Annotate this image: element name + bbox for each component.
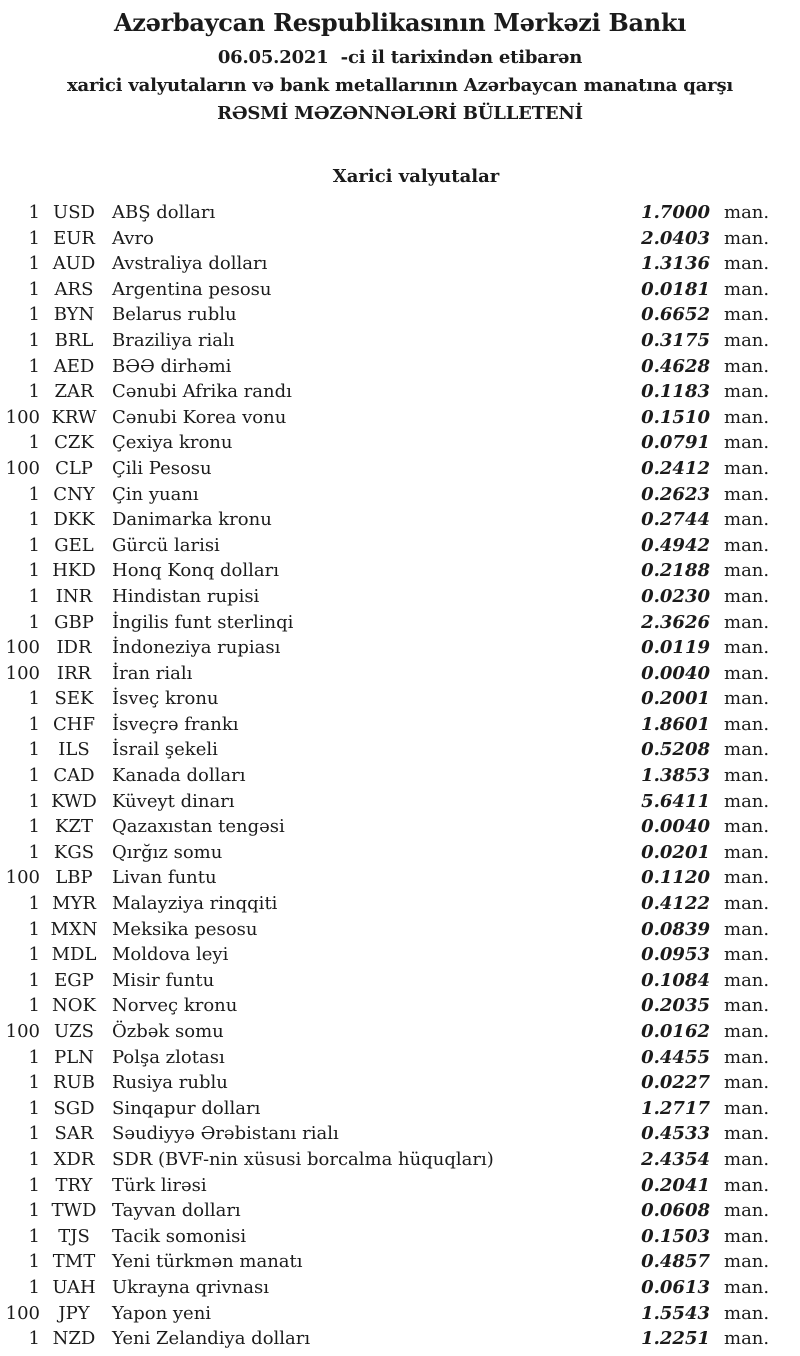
currency-quantity: 1: [28, 278, 40, 300]
currency-unit: man.: [724, 457, 770, 479]
currency-code: TWD: [51, 1200, 97, 1222]
currency-code: CAD: [53, 765, 95, 787]
currency-rate: 2.0403: [641, 227, 710, 249]
currency-unit: man.: [724, 1123, 770, 1145]
currency-rate: 1.7000: [641, 202, 710, 223]
currency-row: [0, 917, 800, 943]
currency-name: BƏƏ dirhəmi: [112, 355, 232, 377]
effective-date-line: 06.05.2021 -ci il tarixindən etibarən: [217, 47, 583, 68]
currency-unit: man.: [724, 816, 770, 838]
currency-row: [0, 865, 800, 891]
currency-rate: 0.4942: [641, 534, 710, 556]
currency-name: Avro: [112, 227, 154, 249]
currency-row: [0, 354, 800, 380]
currency-quantity: 1: [28, 841, 40, 863]
currency-unit: man.: [724, 1174, 770, 1196]
bulletin-subheader: [0, 44, 800, 128]
currency-name: İngilis funt sterlinqi: [112, 611, 294, 633]
currency-row: [0, 533, 800, 559]
currency-name: ABŞ dolları: [112, 202, 216, 223]
currency-row: [0, 686, 800, 712]
currency-quantity: 1: [28, 1276, 40, 1298]
currency-row: [0, 1275, 800, 1301]
currency-code: CLP: [55, 457, 93, 479]
currency-code: TMT: [52, 1251, 96, 1273]
currency-unit: man.: [724, 278, 770, 300]
currency-rate: 0.0608: [641, 1200, 710, 1222]
currency-quantity: 1: [28, 739, 40, 761]
currency-unit: man.: [724, 560, 770, 582]
currency-name: İran rialı: [112, 662, 193, 684]
currency-rate: 0.0613: [641, 1276, 710, 1298]
bulletin-header: [0, 8, 800, 128]
currency-row: [0, 1173, 800, 1199]
currency-code: DKK: [53, 509, 95, 531]
currency-name: Yeni türkmən manatı: [112, 1251, 303, 1273]
currency-quantity: 100: [5, 662, 40, 684]
currency-quantity: 1: [28, 1148, 40, 1170]
currency-name: SDR (BVF-nin xüsusi borcalma hüquqları): [112, 1148, 494, 1170]
currency-row: [0, 789, 800, 815]
currency-unit: man.: [724, 509, 770, 531]
currency-unit: man.: [724, 1302, 770, 1324]
currency-row: [0, 1019, 800, 1045]
currency-code: UZS: [53, 1021, 94, 1042]
currency-name: Çili Pesosu: [112, 457, 212, 479]
currency-code: GBP: [54, 611, 94, 633]
currency-quantity: 100: [5, 867, 40, 889]
currency-rate-table: [0, 200, 800, 1352]
currency-quantity: 1: [28, 432, 40, 454]
currency-code: ILS: [58, 739, 90, 761]
currency-name: Avstraliya dolları: [112, 253, 268, 275]
currency-quantity: 1: [28, 329, 40, 351]
currency-unit: man.: [724, 329, 770, 351]
currency-unit: man.: [724, 688, 770, 710]
currency-rate: 0.0791: [641, 432, 710, 454]
currency-quantity: 1: [28, 534, 40, 556]
currency-name: İndoneziya rupiası: [112, 637, 281, 659]
currency-name: Türk lirəsi: [112, 1174, 207, 1196]
currency-quantity: 1: [28, 509, 40, 531]
currency-unit: man.: [724, 1046, 770, 1068]
currency-unit: man.: [724, 841, 770, 863]
currency-unit: man.: [724, 534, 770, 556]
currency-name: İsveçrə frankı: [112, 713, 239, 735]
currency-unit: man.: [724, 227, 770, 249]
currency-rate: 0.4533: [641, 1123, 710, 1145]
bank-title: Azərbaycan Respublikasının Mərkəzi Bankı: [113, 8, 687, 37]
currency-quantity: 1: [28, 611, 40, 633]
currency-quantity: 1: [28, 893, 40, 915]
currency-rate: 0.0201: [641, 841, 710, 863]
currency-name: Meksika pesosu: [112, 918, 258, 940]
currency-rate: 0.1183: [641, 381, 710, 403]
currency-code: EUR: [53, 227, 95, 249]
currency-unit: man.: [724, 662, 770, 684]
currency-quantity: 1: [28, 969, 40, 991]
currency-rate: 1.3853: [641, 765, 710, 787]
currency-unit: man.: [724, 432, 770, 454]
currency-name: Kanada dolları: [112, 765, 246, 787]
currency-rate: 2.3626: [641, 611, 710, 633]
currency-quantity: 1: [28, 995, 40, 1017]
currency-code: USD: [53, 202, 95, 223]
currency-rate: 0.0040: [641, 662, 710, 684]
currency-rate: 0.4628: [641, 355, 710, 377]
section-title-foreign-currencies: Xarici valyutalar: [332, 166, 500, 187]
currency-name: Moldova leyi: [112, 944, 229, 966]
currency-unit: man.: [724, 611, 770, 633]
currency-name: Cənubi Korea vonu: [112, 406, 287, 428]
currency-row: [0, 584, 800, 610]
currency-rate: 1.2717: [641, 1097, 710, 1119]
bulletin-title-line: RƏSMİ MƏZƏNNƏLƏRİ BÜLLETENİ: [217, 103, 583, 124]
currency-quantity: 1: [28, 304, 40, 326]
currency-quantity: 1: [28, 1328, 40, 1350]
currency-code: SEK: [54, 688, 94, 710]
currency-code: IDR: [56, 637, 92, 659]
currency-rate: 0.2035: [641, 995, 710, 1017]
currency-rate: 0.2001: [641, 688, 710, 710]
currency-row: [0, 277, 800, 303]
currency-rate: 2.4354: [641, 1148, 710, 1170]
currency-code: MXN: [50, 918, 98, 940]
currency-code: HKD: [52, 560, 96, 582]
currency-quantity: 100: [5, 1021, 40, 1042]
currency-rate: 0.2188: [641, 560, 710, 582]
currency-name: İsveç kronu: [112, 688, 219, 710]
subject-line: xarici valyutaların və bank metallarının Azərbaycan manatına qarşı: [66, 75, 734, 96]
currency-quantity: 1: [28, 1097, 40, 1119]
currency-row: [0, 1301, 800, 1327]
currency-row: [0, 814, 800, 840]
currency-code: CZK: [54, 432, 94, 454]
currency-name: Malayziya rinqqiti: [112, 893, 278, 915]
currency-code: ARS: [54, 278, 94, 300]
currency-unit: man.: [724, 483, 770, 505]
currency-name: Ukrayna qrivnası: [112, 1276, 269, 1298]
currency-rate: 1.8601: [641, 713, 710, 735]
currency-name: Belarus rublu: [112, 304, 237, 326]
currency-unit: man.: [724, 406, 770, 428]
currency-name: Argentina pesosu: [112, 278, 272, 300]
currency-name: Braziliya rialı: [112, 329, 235, 351]
currency-row: [0, 1070, 800, 1096]
currency-unit: man.: [724, 202, 770, 223]
currency-code: NZD: [52, 1328, 96, 1350]
currency-quantity: 1: [28, 253, 40, 275]
currency-quantity: 1: [28, 1225, 40, 1247]
currency-name: Gürcü larisi: [112, 534, 220, 556]
currency-rate: 0.5208: [641, 739, 710, 761]
currency-row: [0, 891, 800, 917]
currency-quantity: 1: [28, 1072, 40, 1094]
currency-name: Yeni Zelandiya dolları: [112, 1328, 311, 1350]
currency-code: CNY: [53, 483, 95, 505]
currency-rate: 0.4857: [641, 1251, 710, 1273]
currency-unit: man.: [724, 381, 770, 403]
currency-code: XDR: [53, 1148, 95, 1170]
currency-quantity: 1: [28, 585, 40, 607]
currency-name: Norveç kronu: [112, 995, 238, 1017]
currency-code: RUB: [53, 1072, 95, 1094]
currency-quantity: 100: [5, 457, 40, 479]
currency-row: [0, 1249, 800, 1275]
currency-rate: 0.0953: [641, 944, 710, 966]
currency-quantity: 1: [28, 765, 40, 787]
currency-unit: man.: [724, 253, 770, 275]
currency-quantity: 1: [28, 1200, 40, 1222]
currency-unit: man.: [724, 1276, 770, 1298]
currency-rate: 0.2412: [641, 457, 710, 479]
currency-row: [0, 993, 800, 1019]
currency-row: [0, 328, 800, 354]
currency-name: Tacik somonisi: [112, 1225, 247, 1247]
currency-name: Cənubi Afrika randı: [112, 381, 292, 403]
currency-code: TJS: [58, 1225, 90, 1247]
currency-unit: man.: [724, 739, 770, 761]
currency-unit: man.: [724, 1097, 770, 1119]
currency-code: KWD: [51, 790, 97, 812]
currency-unit: man.: [724, 1072, 770, 1094]
currency-quantity: 100: [5, 1302, 40, 1324]
currency-row: [0, 968, 800, 994]
currency-code: PLN: [54, 1046, 94, 1068]
currency-code: TRY: [55, 1174, 93, 1196]
currency-name: Sinqapur dolları: [112, 1097, 261, 1119]
currency-rate: 0.1510: [641, 406, 710, 428]
currency-code: EGP: [54, 969, 94, 991]
currency-row: [0, 1096, 800, 1122]
currency-unit: man.: [724, 355, 770, 377]
currency-row: [0, 1198, 800, 1224]
currency-rate: 0.1120: [641, 867, 710, 889]
currency-row: [0, 763, 800, 789]
currency-code: GEL: [54, 534, 94, 556]
currency-name: İsrail şekeli: [112, 739, 218, 761]
currency-quantity: 1: [28, 227, 40, 249]
currency-quantity: 100: [5, 406, 40, 428]
currency-row: [0, 302, 800, 328]
currency-name: Polşa zlotası: [112, 1046, 225, 1068]
currency-quantity: 1: [28, 944, 40, 966]
currency-row: [0, 456, 800, 482]
currency-quantity: 1: [28, 1174, 40, 1196]
currency-unit: man.: [724, 585, 770, 607]
currency-quantity: 1: [28, 816, 40, 838]
currency-quantity: 1: [28, 1046, 40, 1068]
currency-row: [0, 737, 800, 763]
currency-unit: man.: [724, 713, 770, 735]
currency-name: Çexiya kronu: [112, 432, 233, 454]
currency-code: CHF: [53, 713, 95, 735]
currency-code: SGD: [53, 1097, 95, 1119]
currency-code: INR: [55, 585, 93, 607]
currency-unit: man.: [724, 918, 770, 940]
currency-name: Misir funtu: [112, 969, 215, 991]
currency-unit: man.: [724, 304, 770, 326]
currency-code: UAH: [52, 1276, 96, 1298]
currency-code: ZAR: [54, 381, 94, 403]
currency-rate: 0.0227: [641, 1072, 710, 1094]
currency-row: [0, 405, 800, 431]
currency-rate: 1.3136: [641, 253, 710, 275]
bulletin-page: [0, 8, 800, 1356]
currency-quantity: 1: [28, 1251, 40, 1273]
currency-unit: man.: [724, 893, 770, 915]
currency-unit: man.: [724, 1251, 770, 1273]
currency-unit: man.: [724, 637, 770, 659]
currency-row: [0, 1121, 800, 1147]
currency-unit: man.: [724, 1200, 770, 1222]
currency-quantity: 1: [28, 918, 40, 940]
currency-quantity: 1: [28, 355, 40, 377]
currency-row: [0, 635, 800, 661]
currency-rate: 1.2251: [641, 1328, 710, 1350]
currency-quantity: 100: [5, 637, 40, 659]
currency-name: Qırğız somu: [112, 841, 223, 863]
currency-row: [0, 840, 800, 866]
currency-unit: man.: [724, 944, 770, 966]
currency-unit: man.: [724, 1021, 770, 1042]
currency-row: [0, 507, 800, 533]
currency-code: SAR: [54, 1123, 94, 1145]
currency-rate: 0.0230: [641, 585, 710, 607]
currency-rate: 0.2623: [641, 483, 710, 505]
currency-unit: man.: [724, 1148, 770, 1170]
currency-row: [0, 251, 800, 277]
currency-rate: 0.1503: [641, 1225, 710, 1247]
currency-unit: man.: [724, 1328, 770, 1350]
currency-code: MDL: [51, 944, 97, 966]
currency-row: [0, 482, 800, 508]
currency-name: Qazaxıstan tengəsi: [112, 816, 285, 838]
currency-row: [0, 661, 800, 687]
currency-name: Livan funtu: [112, 867, 217, 889]
currency-quantity: 1: [28, 202, 40, 223]
currency-code: KZT: [55, 816, 93, 838]
currency-rate: 0.0162: [641, 1021, 710, 1042]
currency-row: [0, 558, 800, 584]
currency-unit: man.: [724, 995, 770, 1017]
currency-unit: man.: [724, 969, 770, 991]
currency-rate: 0.0040: [641, 816, 710, 838]
currency-name: Hindistan rupisi: [112, 585, 260, 607]
currency-name: Özbək somu: [112, 1021, 224, 1042]
currency-name: Səudiyyə Ərəbistanı rialı: [112, 1123, 339, 1145]
currency-row: [0, 942, 800, 968]
currency-row: [0, 226, 800, 252]
currency-code: BYN: [53, 304, 95, 326]
currency-rate: 5.6411: [641, 790, 710, 812]
currency-row: [0, 610, 800, 636]
currency-rate: 1.5543: [641, 1302, 710, 1324]
currency-rate: 0.0119: [641, 637, 710, 659]
currency-quantity: 1: [28, 483, 40, 505]
currency-rate: 0.2041: [641, 1174, 710, 1196]
currency-rate: 0.4122: [641, 893, 710, 915]
currency-name: Rusiya rublu: [112, 1072, 228, 1094]
currency-row: [0, 1224, 800, 1250]
currency-quantity: 1: [28, 1123, 40, 1145]
currency-name: Honq Konq dolları: [112, 560, 279, 582]
currency-quantity: 1: [28, 688, 40, 710]
currency-unit: man.: [724, 1225, 770, 1247]
currency-code: LBP: [55, 867, 93, 889]
currency-row: [0, 200, 800, 226]
currency-name: Danimarka kronu: [112, 509, 272, 531]
currency-code: KRW: [51, 406, 97, 428]
currency-unit: man.: [724, 867, 770, 889]
currency-code: AED: [53, 355, 95, 377]
currency-name: Yapon yeni: [112, 1302, 212, 1324]
currency-quantity: 1: [28, 560, 40, 582]
currency-code: MYR: [52, 893, 96, 915]
currency-quantity: 1: [28, 790, 40, 812]
currency-code: AUD: [52, 253, 96, 275]
currency-rate: 0.3175: [641, 329, 710, 351]
currency-code: IRR: [56, 662, 92, 684]
currency-code: BRL: [54, 329, 94, 351]
currency-row: [0, 379, 800, 405]
currency-name: Küveyt dinarı: [112, 790, 235, 812]
currency-rate: 0.2744: [641, 509, 710, 531]
currency-rate: 0.0839: [641, 918, 710, 940]
currency-rate: 0.1084: [641, 969, 710, 991]
currency-code: NOK: [52, 995, 96, 1017]
currency-name: Çin yuanı: [112, 483, 199, 505]
currency-unit: man.: [724, 765, 770, 787]
currency-unit: man.: [724, 790, 770, 812]
currency-row: [0, 1045, 800, 1071]
currency-quantity: 1: [28, 381, 40, 403]
currency-rate: 0.6652: [641, 304, 710, 326]
currency-row: [0, 430, 800, 456]
currency-quantity: 1: [28, 713, 40, 735]
currency-name: Tayvan dolları: [112, 1200, 241, 1222]
currency-rate: 0.0181: [641, 278, 710, 300]
currency-code: JPY: [58, 1302, 90, 1324]
currency-row: [0, 712, 800, 738]
currency-row: [0, 1147, 800, 1173]
currency-rate: 0.4455: [641, 1046, 710, 1068]
currency-code: KGS: [53, 841, 95, 863]
